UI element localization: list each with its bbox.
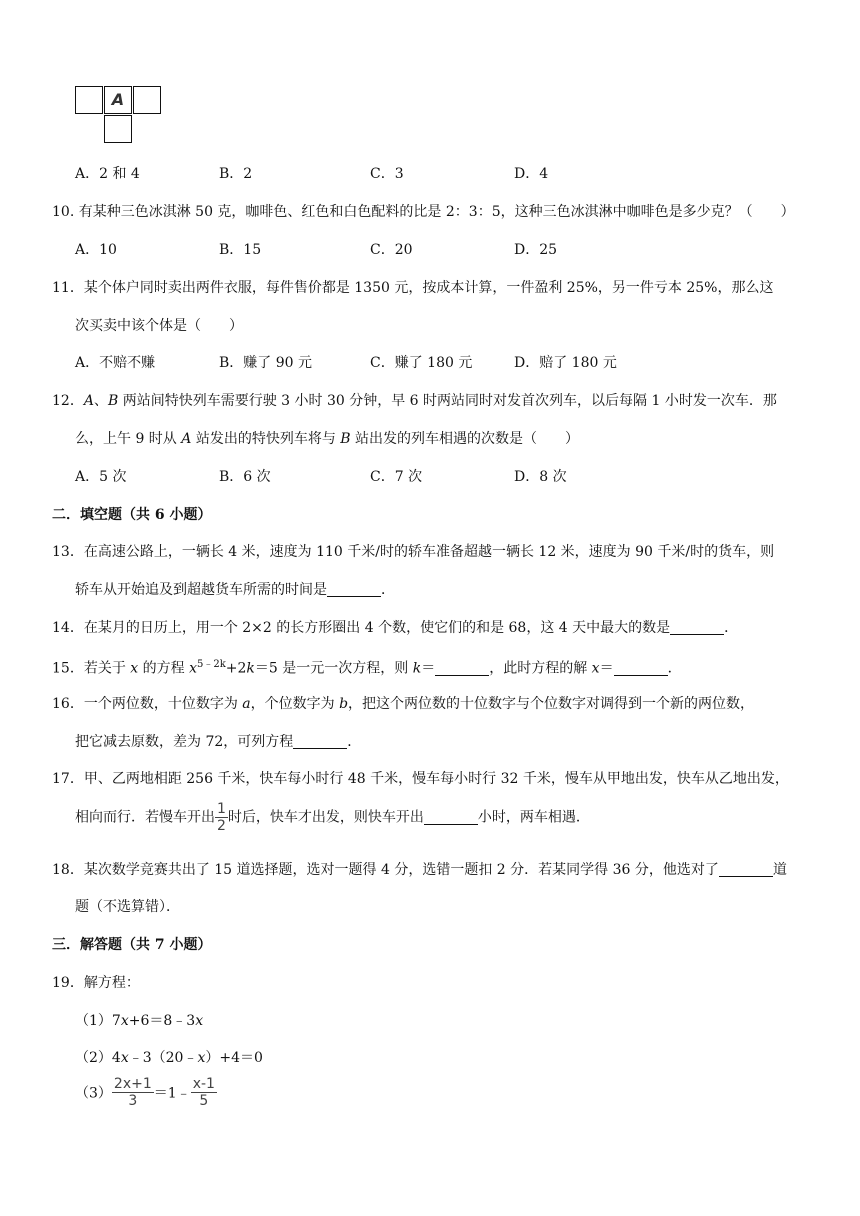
q19-p3-den2: 5 (199, 1093, 209, 1109)
q15-mid5: ，此时方程的解 (489, 660, 592, 677)
q11-option-c: C．赚了 180 元 (370, 355, 473, 371)
q18-answer-blank[interactable] (719, 862, 773, 877)
q11-line2: 次买卖中该个体是（ ） (75, 318, 243, 334)
q15-var-x3: x (591, 660, 600, 677)
q14-answer-blank[interactable] (670, 620, 724, 635)
q12-var-b: B (107, 393, 119, 409)
q18-line1-text: 18．某次数学竞赛共出了 15 道选择题，选对一题得 4 分，选错一题扣 2 分．若某同学得 36 分，他选对了 (52, 862, 719, 878)
q9-option-d: D．4 (514, 166, 549, 182)
q19-part3 (75, 1076, 217, 1109)
net-cell-bottom (104, 115, 132, 143)
q19-p1-pre: （1）7 (75, 1013, 121, 1029)
q15-k-blank[interactable] (435, 661, 489, 676)
q15-mid6: ＝ (599, 660, 614, 677)
q15-mid2: +2 (225, 660, 247, 677)
q13-answer-blank[interactable] (327, 582, 381, 597)
q14-text: 14．在某月的日历上，用一个 2×2 的长方形圈出 4 个数，使它们的和是 68，这 4 天中最大的数是 (52, 620, 671, 636)
q19-p2-pre: （2）4 (75, 1050, 121, 1066)
q12-var-a-2: A (181, 431, 192, 447)
q19-p3-fraction-right (191, 1076, 217, 1109)
q11-option-a: A．不赔不赚 (75, 355, 156, 371)
q12-line2-pre: 么，上午 9 时从 (75, 431, 182, 447)
q15-x-blank[interactable] (614, 661, 668, 676)
section-3-heading: 三．解答题（共 7 小题） (52, 937, 212, 953)
q10-option-b: B．15 (219, 242, 262, 258)
q19-p2-x: x (120, 1050, 129, 1066)
q19-p3-pre: （3） (75, 1085, 112, 1102)
q15-mid1: 的方程 (138, 660, 190, 677)
q11-option-d: D．赔了 180 元 (514, 355, 617, 371)
q12-line2-mid: 站发出的特快列车将与 (191, 431, 341, 447)
q19-p3-fraction-left (112, 1076, 154, 1109)
net-cell-left (75, 86, 103, 114)
q16-line1 (52, 693, 754, 713)
q10-option-c: C．20 (370, 242, 413, 258)
q17-answer-blank[interactable] (424, 810, 478, 825)
q19-p3-num1: 2x+1 (113, 1076, 152, 1092)
cube-net-figure (75, 86, 165, 146)
q15-line (52, 655, 682, 678)
q19-p2-x2: x (197, 1050, 206, 1066)
q19-p1-mid: +6＝8﹣3 (128, 1013, 196, 1029)
section-2-heading: 二．填空题（共 6 小题） (52, 507, 212, 523)
q18-line2: 题（不选算错）． (75, 899, 180, 915)
q15-var-x2: x (189, 660, 197, 677)
q17-line2-pre: 相向而行．若慢车开出 (75, 809, 215, 826)
q15-mid4: ＝ (421, 660, 436, 677)
q17-frac-num: 1 (217, 801, 226, 817)
q15-pre: 15．若关于 (52, 660, 131, 677)
q17-line2-mid: 时后，快车才出发，则快车开出 (227, 809, 424, 826)
q17-line1: 17．甲、乙两地相距 256 千米，快车每小时行 48 千米，慢车每小时行 32 千米，慢车从甲地出发，快车从乙地出发， (52, 771, 789, 787)
q17-frac-den: 2 (217, 818, 226, 834)
q12-option-c: C．7 次 (370, 469, 423, 485)
q15-exponent: 5﹣2k (196, 659, 226, 670)
q16-post: ，把这个两位数的十位数字与个位数字对调得到一个新的两位数， (348, 696, 755, 712)
q18-line1 (52, 859, 787, 879)
q19-p2-post: ）+4＝0 (205, 1050, 263, 1066)
q19-p1-x2: x (195, 1013, 204, 1029)
q9-option-a: A．2 和 4 (75, 166, 140, 182)
q19-p1-x: x (120, 1013, 129, 1029)
q19-part2 (75, 1047, 263, 1067)
q11-option-b: B．赚了 90 元 (219, 355, 313, 371)
q16-var-a: a (242, 696, 251, 712)
q15-mid3: ＝5 是一元一次方程，则 (254, 660, 413, 677)
q9-option-b: B．2 (219, 166, 253, 182)
q15-end: ． (667, 660, 682, 677)
q10-option-a: A．10 (75, 242, 117, 258)
q17-fraction (215, 801, 228, 834)
q16-var-b: b (339, 696, 349, 712)
q16-line2-text: 把它减去原数，差为 72，可列方程 (75, 734, 294, 750)
q15-var-k: k (246, 660, 255, 677)
q15-var-k2: k (412, 660, 422, 677)
q13-line2-text: 轿车从开始追及到超越货车所需的时间是 (75, 582, 327, 598)
net-cell-right (133, 86, 161, 114)
q16-answer-blank[interactable] (293, 734, 347, 749)
q19-p2-mid: ﹣3（20﹣ (128, 1050, 198, 1066)
q12-line1-rest: 两站间特快列车需要行驶 3 小时 30 分钟，早 6 时两站同时对发首次列车，以后每隔 1 小时发一次车．那 (118, 393, 777, 409)
q12-var-a: A (83, 393, 94, 409)
q19-p3-num2: x-1 (192, 1076, 215, 1092)
q19-p3-mid: ＝1﹣ (153, 1085, 191, 1102)
net-cell-a (104, 86, 132, 114)
q12-option-b: B．6 次 (219, 469, 271, 485)
q19-title: 19．解方程： (52, 975, 140, 991)
q13-line2 (75, 579, 395, 599)
q12-line2-post: 站出发的列车相遇的次数是（ ） (350, 431, 580, 447)
q19-p3-den1: 3 (128, 1093, 138, 1109)
q16-pre: 16．一个两位数，十位数字为 (52, 696, 243, 712)
q16-line2 (75, 731, 361, 751)
q10-option-d: D．25 (514, 242, 558, 258)
q11-line1: 11．某个体户同时卖出两件衣服，每件售价都是 1350 元，按成本计算，一件盈利 25%，另一件亏本 25%，那么这 (52, 280, 774, 296)
q9-option-c: C．3 (370, 166, 404, 182)
q13-line2-end: ． (381, 582, 395, 598)
q12-option-d: D．8 次 (514, 469, 567, 485)
q12-number: 12． (52, 393, 84, 409)
q16-mid: ，个位数字为 (250, 696, 340, 712)
q18-line1-end: 道 (772, 862, 787, 878)
q12-line2 (75, 428, 579, 448)
q17-line2-post: 小时，两车相遇． (477, 809, 590, 826)
q14-line (52, 617, 738, 637)
q14-end: ． (724, 620, 739, 636)
q12-line1 (52, 390, 777, 410)
q12-sep: 、 (93, 393, 108, 409)
q16-line2-end: ． (347, 734, 362, 750)
q13-line1: 13．在高速公路上，一辆长 4 米，速度为 110 千米/时的轿车准备超越一辆长 12 米，速度为 90 千米/时的货车，则 (52, 544, 775, 560)
q12-option-a: A．5 次 (75, 469, 127, 485)
net-cell-label: A (111, 90, 125, 109)
q19-part1 (75, 1010, 203, 1030)
q15-var-x: x (130, 660, 139, 677)
q10-text: 10. 有某种三色冰淇淋 50 克，咖啡色、红色和白色配料的比是 2：3：5，这种三色冰淇淋中咖啡色是多少克？（ ） (52, 204, 795, 220)
q17-line2 (75, 801, 590, 834)
q12-var-b-2: B (340, 431, 351, 447)
